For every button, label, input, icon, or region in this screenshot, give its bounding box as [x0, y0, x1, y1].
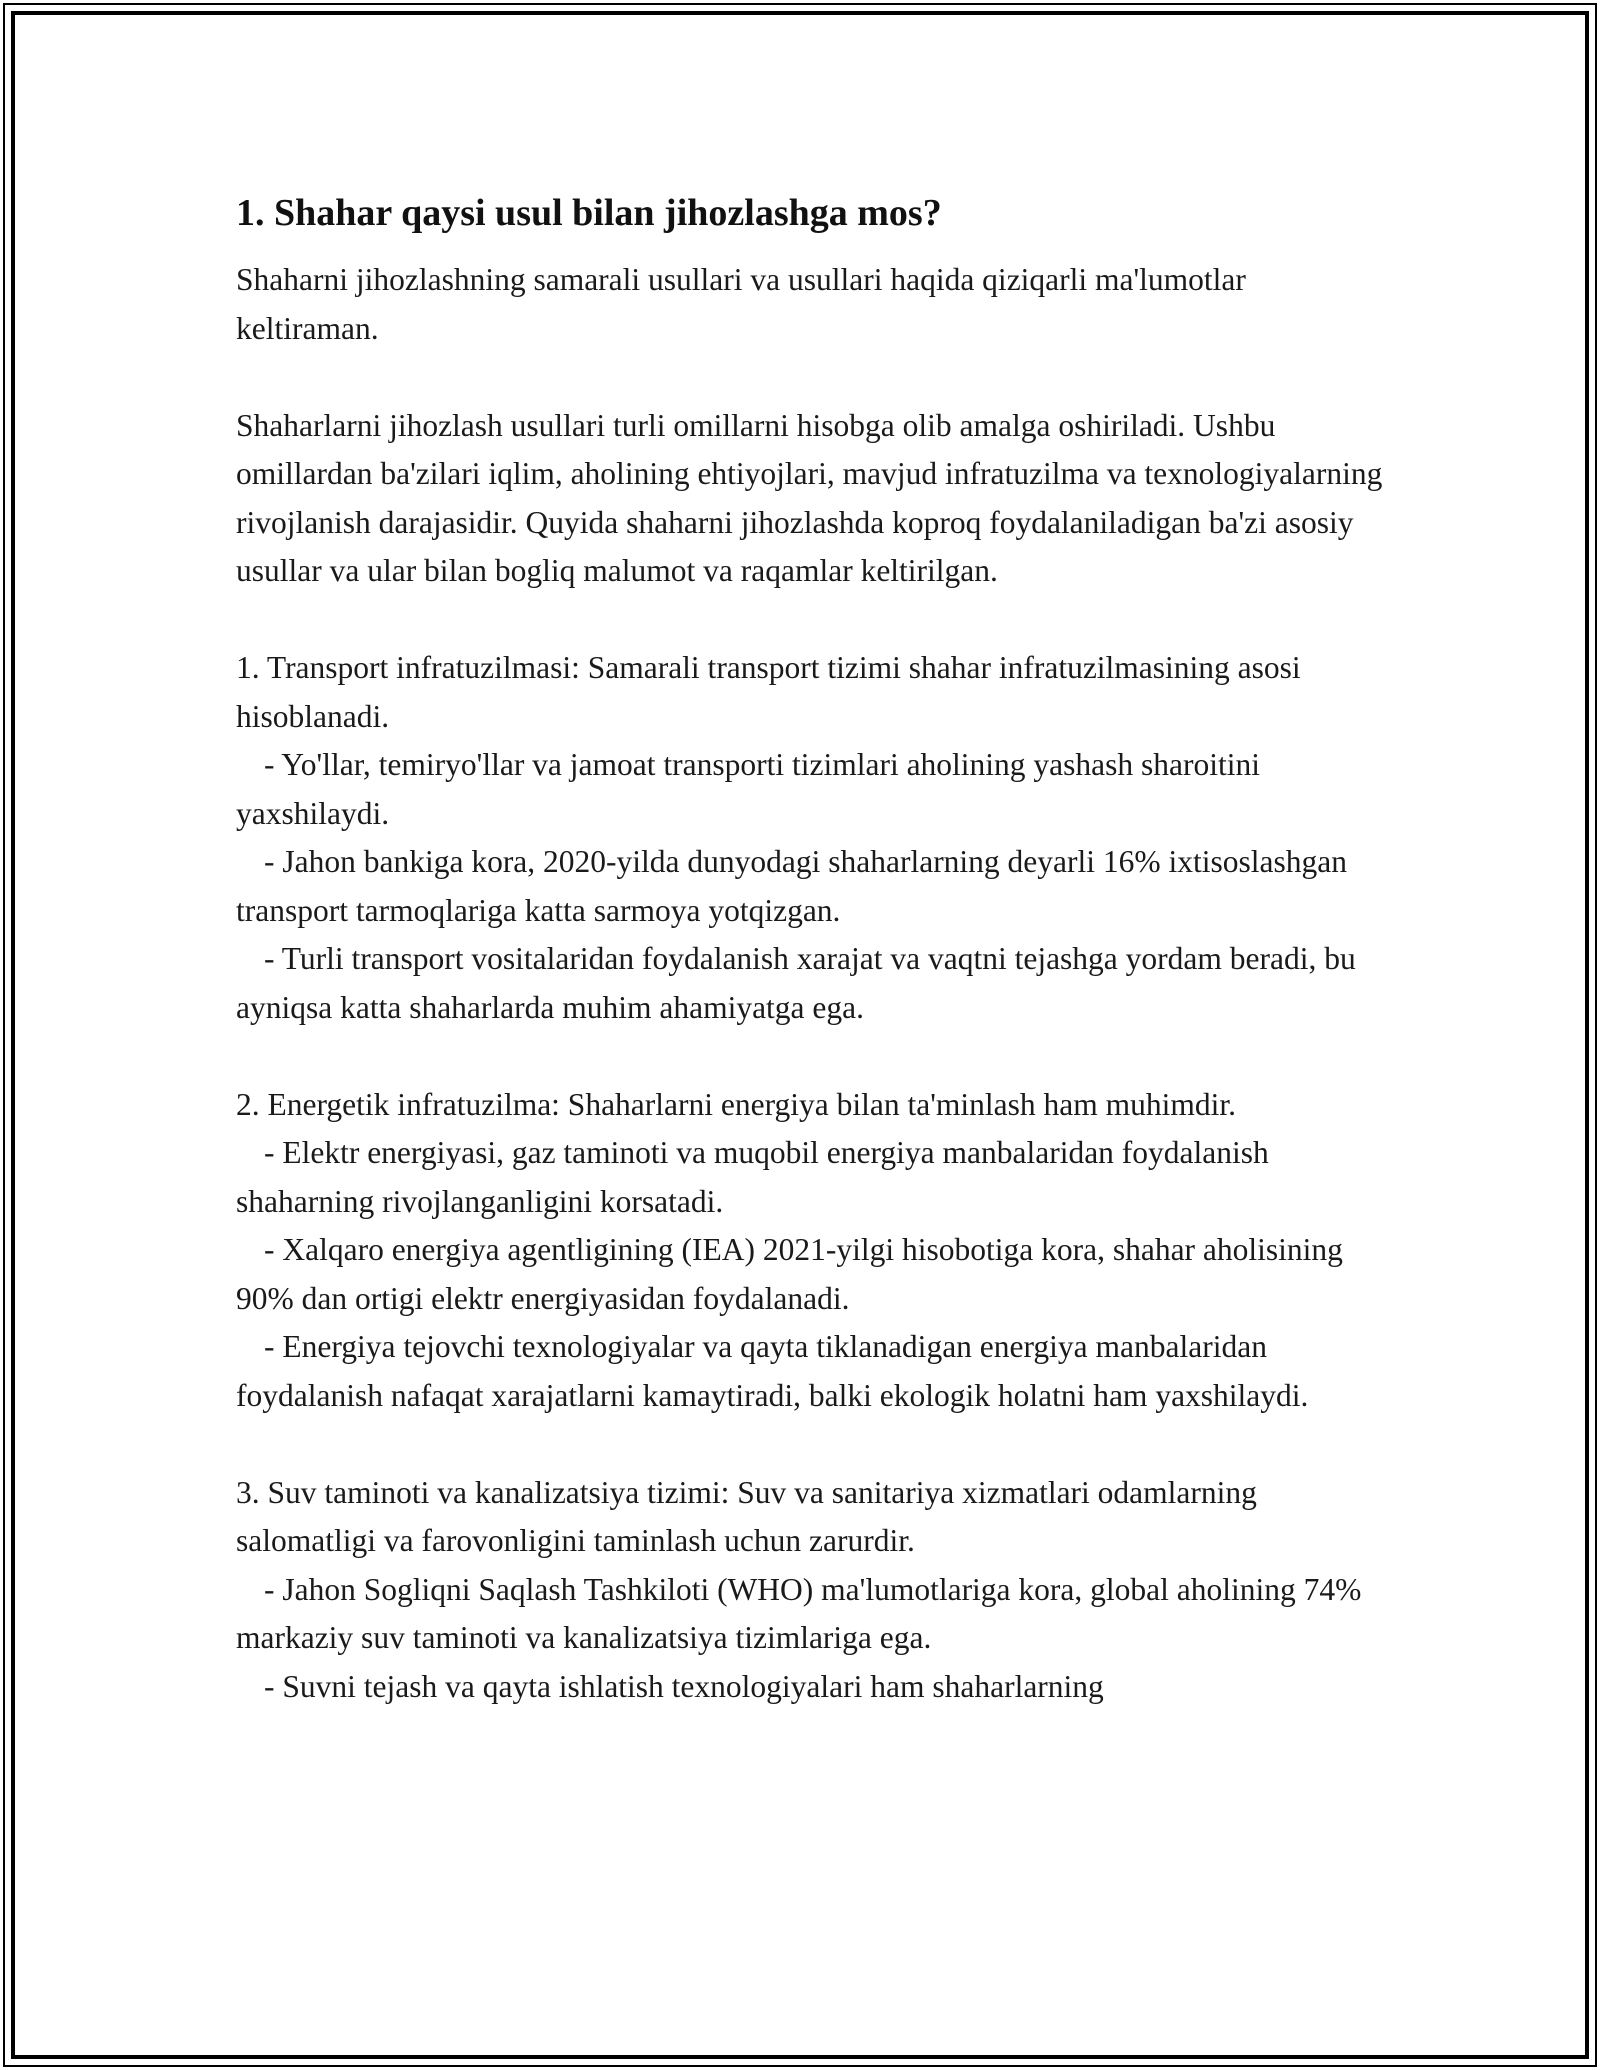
section-heading: 3. Suv taminoti va kanalizatsiya tizimi: Suv va sanitariya xizmatlari odamlarning salomatligi va farovonligini taminlash uchun zarurdir.: [236, 1474, 1265, 1558]
section-heading: 1. Transport infratuzilmasi: Samarali transport tizimi shahar infratuzilmasining asosi hisoblanadi.: [236, 650, 1309, 734]
list-item: - Yo'llar, temiryo'llar va jamoat transporti tizimlari aholining yashash sharoitini yaxshilaydi.: [236, 747, 1268, 831]
overview-paragraph: Shaharlarni jihozlash usullari turli omillarni hisobga olib amalga oshiriladi. Ushbu omillardan ba'zilari iqlim, aholining ehtiyojlari, mavjud infratuzilma va texnologiyalarning rivojlanish darajasidir. Quyida shaharni jihozlashda koproq foydalaniladigan ba'zi asosiy usullar va ular bilan bogliq malumot va raqamlar keltirilgan.: [236, 407, 1391, 588]
paragraph-spacer: [236, 353, 1386, 402]
intro-paragraph: Shaharni jihozlashning samarali usullari va usullari haqida qiziqarli ma'lumotlar keltiraman.: [236, 262, 1254, 346]
section-energy: [236, 1081, 1386, 1421]
page-title: 1. Shahar qaysi usul bilan jihozlashga mos?: [236, 192, 942, 234]
section-transport: [236, 644, 1386, 1032]
list-item: - Elektr energiyasi, gaz taminoti va muqobil energiya manbalaridan foydalanish shaharning rivojlanganligini korsatadi.: [236, 1135, 1277, 1219]
paragraph-spacer: [236, 1032, 1386, 1081]
paragraph-spacer: [236, 1420, 1386, 1469]
list-item: - Xalqaro energiya agentligining (IEA) 2021-yilgi hisobotiga kora, shahar aholisining 90% dan ortigi elektr energiyasidan foydalanadi.: [236, 1232, 1351, 1316]
section-water: [236, 1469, 1386, 1712]
list-item: - Jahon Sogliqni Saqlash Tashkiloti (WHO) ma'lumotlariga kora, global aholining 74% markaziy suv taminoti va kanalizatsiya tizimlariga ega.: [236, 1571, 1370, 1655]
list-item: - Suvni tejash va qayta ishlatish texnologiyalari ham shaharlarning: [264, 1668, 1104, 1704]
list-item: - Turli transport vositalaridan foydalanish xarajat va vaqtni tejashga yordam beradi, bu ayniqsa katta shaharlarda muhim ahamiyatga ega.: [236, 941, 1364, 1025]
list-item: - Energiya tejovchi texnologiyalar va qayta tiklanadigan energiya manbalaridan foydalanish nafaqat xarajatlarni kamaytiradi, balki ekologik holatni ham yaxshilaydi.: [236, 1329, 1309, 1413]
list-item: - Jahon bankiga kora, 2020-yilda dunyodagi shaharlarning deyarli 16% ixtisoslashgan transport tarmoqlariga katta sarmoya yotqizgan.: [236, 844, 1355, 928]
document-body: [236, 188, 1391, 1711]
paragraph-spacer: [236, 596, 1386, 645]
section-heading: 2. Energetik infratuzilma: Shaharlarni energiya bilan ta'minlash ham muhimdir.: [236, 1086, 1237, 1122]
